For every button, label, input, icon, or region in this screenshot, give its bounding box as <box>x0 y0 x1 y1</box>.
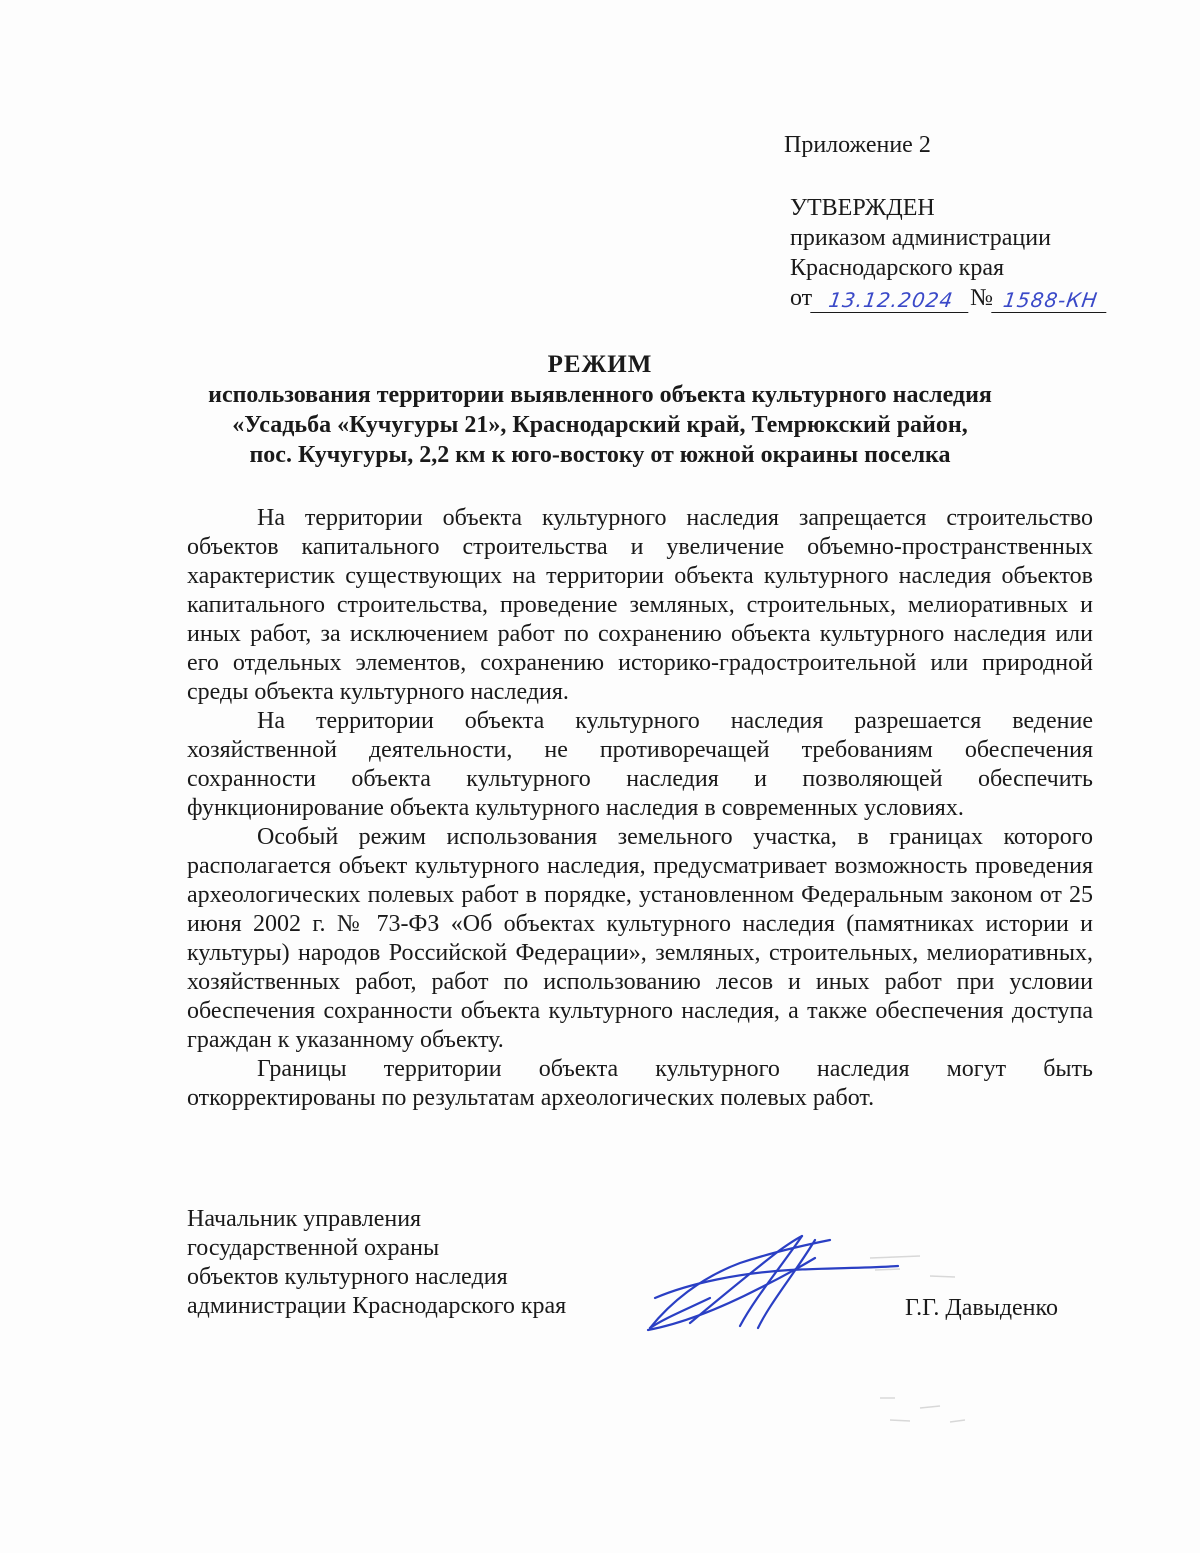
paragraph-prohibitions: На территории объекта культурного наследия запрещается строительство объектов капитального строительства и увеличение объемно-пространственных характеристик существующих на территории объекта культурного наследия объектов капитального строительства, проведение земляных, строительных, мелиоративных и иных работ, за исключением работ по сохранению объекта культурного наследия или его отдельных элементов, сохранению историко-градостроительной или природной среды объекта культурного наследия. <box>187 505 1093 705</box>
approved-label: УТВЕРЖДЕН <box>790 195 935 221</box>
order-date-handwritten: 13.12.2024 <box>810 288 972 313</box>
number-label: № <box>970 285 994 311</box>
position-line-1: Начальник управления <box>187 1206 422 1232</box>
paragraph-boundaries: Границы территории объекта культурного наследия могут быть откорректированы по результатам археологических полевых работ. <box>187 1056 1093 1111</box>
from-label: от <box>790 285 813 311</box>
signatory-name: Г.Г. Давыденко <box>905 1295 1058 1321</box>
document-title <box>150 350 1050 470</box>
order-number-handwritten: 1588-КН <box>991 288 1110 313</box>
signatory-position <box>187 1205 566 1321</box>
order-date-number-line <box>790 283 1170 313</box>
position-line-4: администрации Краснодарского края <box>187 1293 567 1319</box>
appendix-label: Приложение 2 <box>784 132 931 158</box>
order-label: приказом администрации <box>790 225 1051 251</box>
title-line-1: использования территории выявленного объекта культурного наследия <box>208 382 992 408</box>
region-label: Краснодарского края <box>790 255 1005 281</box>
document-body <box>187 504 1093 1113</box>
title-line-3: пос. Кучугуры, 2,2 км к юго-востоку от южной окраины поселка <box>249 442 951 468</box>
paragraph-permissions: На территории объекта культурного наследия разрешается ведение хозяйственной деятельности, не противоречащей требованиям обеспечения сохранности объекта культурного наследия и позволяющей обеспечить функционирование объекта культурного наследия в современных условиях. <box>187 708 1093 821</box>
title-line-2: «Усадьба «Кучугуры 21», Краснодарский край, Темрюкский район, <box>232 412 968 438</box>
position-line-2: государственной охраны <box>187 1235 440 1261</box>
faint-stamp-traces <box>860 1250 990 1450</box>
paragraph-special-regime: Особый режим использования земельного участка, в границах которого располагается объект культурного наследия, предусматривает возможность проведения археологических полевых работ в порядке, установленном Федеральным законом от 25 июня 2002 г. № 73-ФЗ «Об объектах культурного наследия (памятниках истории и культуры) народов Российской Федерации», земляных, строительных, мелиоративных, хозяйственных работ, работ по использованию лесов и иных работ при условии обеспечения сохранности объекта культурного наследия, а также обеспечения доступа граждан к указанному объекту. <box>187 824 1093 1053</box>
approval-block <box>784 130 1170 313</box>
title-main: РЕЖИМ <box>547 351 653 378</box>
position-line-3: объектов культурного наследия <box>187 1264 508 1290</box>
